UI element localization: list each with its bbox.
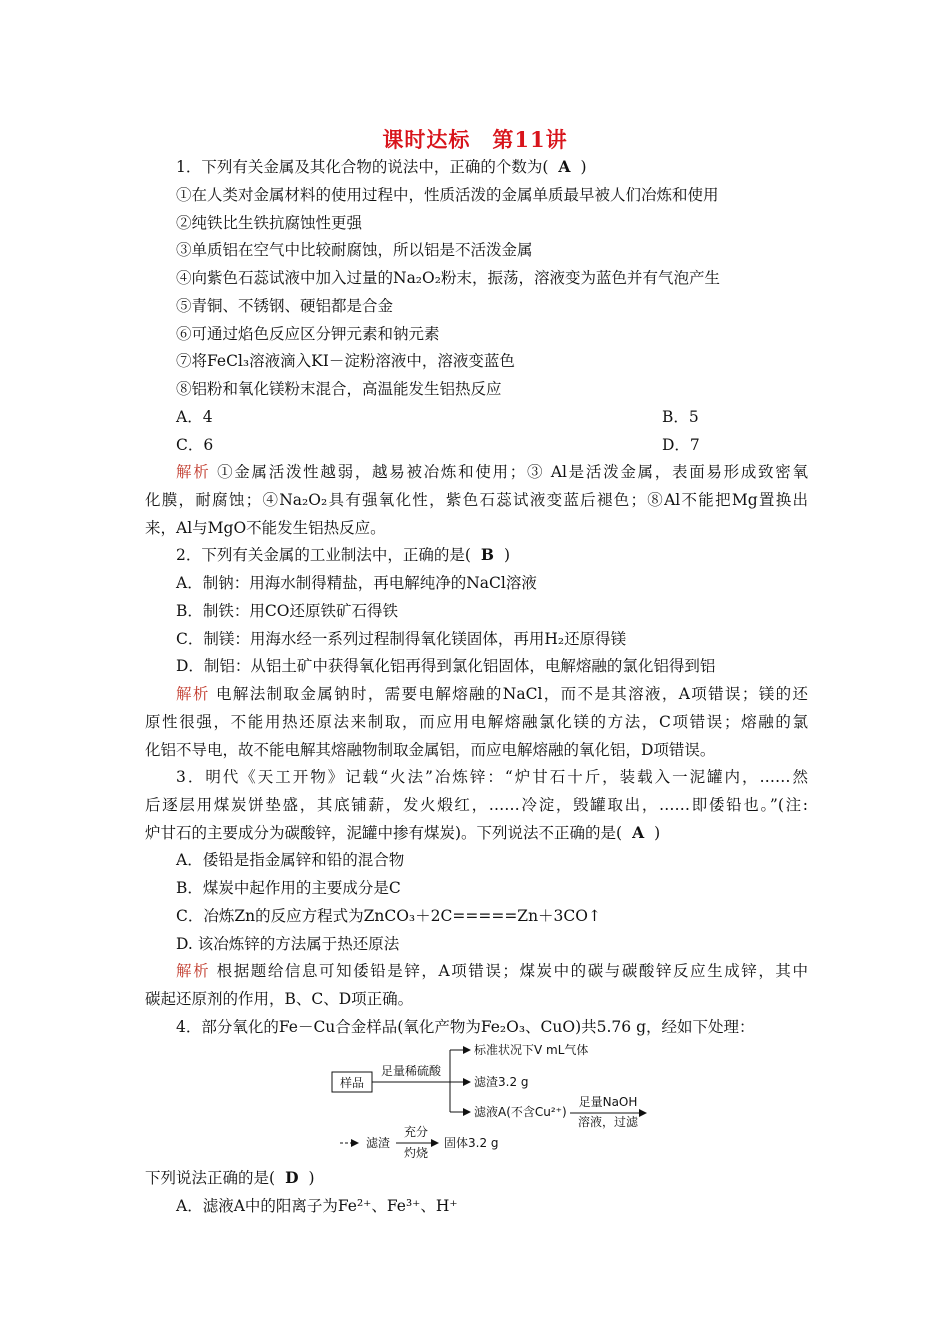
sample-label: 样品 bbox=[339, 1076, 365, 1090]
q2-option-b: B．制铁：用CO还原铁矿石得铁 bbox=[176, 602, 398, 620]
q3-option-b: B．煤炭中起作用的主要成分是C bbox=[176, 879, 401, 897]
burn-label-bottom: 灼烧 bbox=[403, 1146, 429, 1160]
acid-label: 足量稀硫酸 bbox=[380, 1064, 442, 1078]
q2-analysis-line-2: 原性很强，不能用热还原法来制取，而应用电解熔融氯化镁的方法，C项错误；熔融的氯 bbox=[145, 713, 808, 731]
q1-item-6: ⑥可通过焰色反应区分钾元素和钠元素 bbox=[176, 325, 440, 343]
q1-analysis-line-3: 来，Al与MgO不能发生铝热反应。 bbox=[145, 519, 386, 537]
q1-option-d: D．7 bbox=[662, 436, 700, 454]
page-title: 课时达标 第11讲 bbox=[382, 127, 568, 152]
q1-option-a: A．4 bbox=[176, 408, 213, 426]
q1-analysis-line-2: 化膜，耐腐蚀；④Na₂O₂具有强氧化性，紫色石蕊试液变蓝后褪色；⑧Al不能把Mg置换出 bbox=[145, 491, 808, 509]
q2-stem bbox=[176, 545, 510, 565]
q3-stem-line-1: 3．明代《天工开物》记载“火法”冶炼锌：“炉甘石十斤，装载入一泥罐内，……然 bbox=[176, 768, 808, 786]
q1-item-1: ①在人类对金属材料的使用过程中，性质活泼的金属单质最早被人们冶炼和使用 bbox=[176, 186, 719, 204]
q3-analysis-line-2: 碳起还原剂的作用，B、C、D项正确。 bbox=[145, 990, 414, 1008]
q3-stem-line-2: 后逐层用煤炭饼垫盛，其底铺薪，发火煅红，……冷淀，毁罐取出，……即倭铅也。”(注: bbox=[145, 796, 808, 814]
q1-options-row-2 bbox=[176, 435, 700, 455]
q3-stem-close: ) bbox=[654, 824, 661, 842]
q3-stem-line-3 bbox=[145, 823, 808, 843]
q2-analysis-line-1 bbox=[176, 684, 808, 704]
q1-analysis-label: 解析 bbox=[176, 463, 211, 481]
q3-stem-text: 炉甘石的主要成分为碳酸锌，泥罐中掺有煤炭)。下列说法不正确的是( bbox=[145, 824, 623, 842]
q1-stem-text: 1．下列有关金属及其化合物的说法中，正确的个数为( bbox=[176, 158, 549, 176]
q4-question bbox=[145, 1168, 315, 1188]
q2-option-a: A．制钠：用海水制得精盐，再电解纯净的NaCl溶液 bbox=[176, 574, 537, 592]
q1-answer: A bbox=[558, 157, 571, 176]
q1-item-7: ⑦将FeCl₃溶液滴入KI－淀粉溶液中，溶液变蓝色 bbox=[176, 352, 515, 370]
q1-item-3: ③单质铝在空气中比较耐腐蚀，所以铝是不活泼金属 bbox=[176, 241, 533, 259]
q2-option-c: C．制镁：用海水经一系列过程制得氧化镁固体，再用H₂还原得镁 bbox=[176, 630, 627, 648]
q2-analysis-text-1: 电解法制取金属钠时，需要电解熔融的NaCl，而不是其溶液，A项错误；镁的还 bbox=[216, 685, 808, 703]
q1-item-2: ②纯铁比生铁抗腐蚀性更强 bbox=[176, 214, 363, 232]
q3-analysis-line-1 bbox=[176, 961, 808, 981]
q1-item-8: ⑧铝粉和氧化镁粉末混合，高温能发生铝热反应 bbox=[176, 380, 502, 398]
q4-process-diagram bbox=[326, 1042, 656, 1166]
q4-option-a: A．滤液A中的阳离子为Fe²⁺、Fe³⁺、H⁺ bbox=[176, 1197, 458, 1215]
q3-option-d: D. 该冶炼锌的方法属于热还原法 bbox=[176, 935, 400, 953]
q4-answer: D bbox=[285, 1168, 299, 1187]
q2-analysis-line-3: 化铝不导电，故不能电解其熔融物制取金属铝，而应电解熔融的氧化铝，D项错误。 bbox=[145, 741, 716, 759]
naoh-label-bottom: 溶液，过滤 bbox=[577, 1115, 639, 1129]
q1-analysis-text-1: ①金属活泼性越弱，越易被冶炼和使用；③ Al是活泼金属，表面易形成致密氧 bbox=[217, 463, 808, 481]
q1-item-5: ⑤青铜、不锈钢、硬铝都是合金 bbox=[176, 297, 394, 315]
q2-answer: B bbox=[480, 545, 495, 564]
q1-analysis-line-1 bbox=[176, 462, 808, 482]
q4-stem: 4．部分氧化的Fe－Cu合金样品(氧化产物为Fe₂O₃、CuO)共5.76 g，经如下处理： bbox=[176, 1018, 755, 1036]
q4-question-text: 下列说法正确的是( bbox=[145, 1169, 276, 1187]
q1-item-4: ④向紫色石蕊试液中加入过量的Na₂O₂粉末，振荡，溶液变为蓝色并有气泡产生 bbox=[176, 269, 720, 287]
solid-label: 固体3.2 g bbox=[444, 1136, 499, 1150]
q3-option-a: A．倭铅是指金属锌和铅的混合物 bbox=[176, 851, 405, 869]
q1-stem bbox=[176, 157, 587, 177]
q1-option-b: B．5 bbox=[662, 408, 699, 426]
gas-label: 标准状况下V mL气体 bbox=[474, 1043, 589, 1057]
q1-options-row-1 bbox=[176, 407, 699, 427]
q3-analysis-text-1: 根据题给信息可知倭铅是锌，A项错误；煤炭中的碳与碳酸锌反应生成锌，其中 bbox=[216, 962, 808, 980]
q2-analysis-label: 解析 bbox=[176, 685, 210, 703]
burn-label-top: 充分 bbox=[403, 1125, 429, 1139]
q4-question-close: ) bbox=[308, 1169, 315, 1187]
q3-option-c: C．冶炼Zn的反应方程式为ZnCO₃＋2C=====Zn＋3CO↑ bbox=[176, 907, 601, 925]
q2-stem-text: 2．下列有关金属的工业制法中，正确的是( bbox=[176, 546, 471, 564]
filter-residue-label: 滤渣 bbox=[366, 1136, 391, 1150]
naoh-label-top: 足量NaOH bbox=[578, 1095, 638, 1109]
q3-analysis-label: 解析 bbox=[176, 962, 211, 980]
filtrate-a-label: 滤液A(不含Cu²⁺) bbox=[474, 1105, 567, 1119]
q2-option-d: D．制铝：从铝土矿中获得氧化铝再得到氯化铝固体，电解熔融的氯化铝得到铝 bbox=[176, 657, 716, 675]
q2-stem-close: ) bbox=[504, 546, 511, 564]
q1-stem-close: ) bbox=[580, 158, 587, 176]
q1-option-c: C．6 bbox=[176, 436, 214, 454]
residue-label: 滤渣3.2 g bbox=[474, 1075, 529, 1089]
q3-answer: A bbox=[632, 823, 645, 842]
